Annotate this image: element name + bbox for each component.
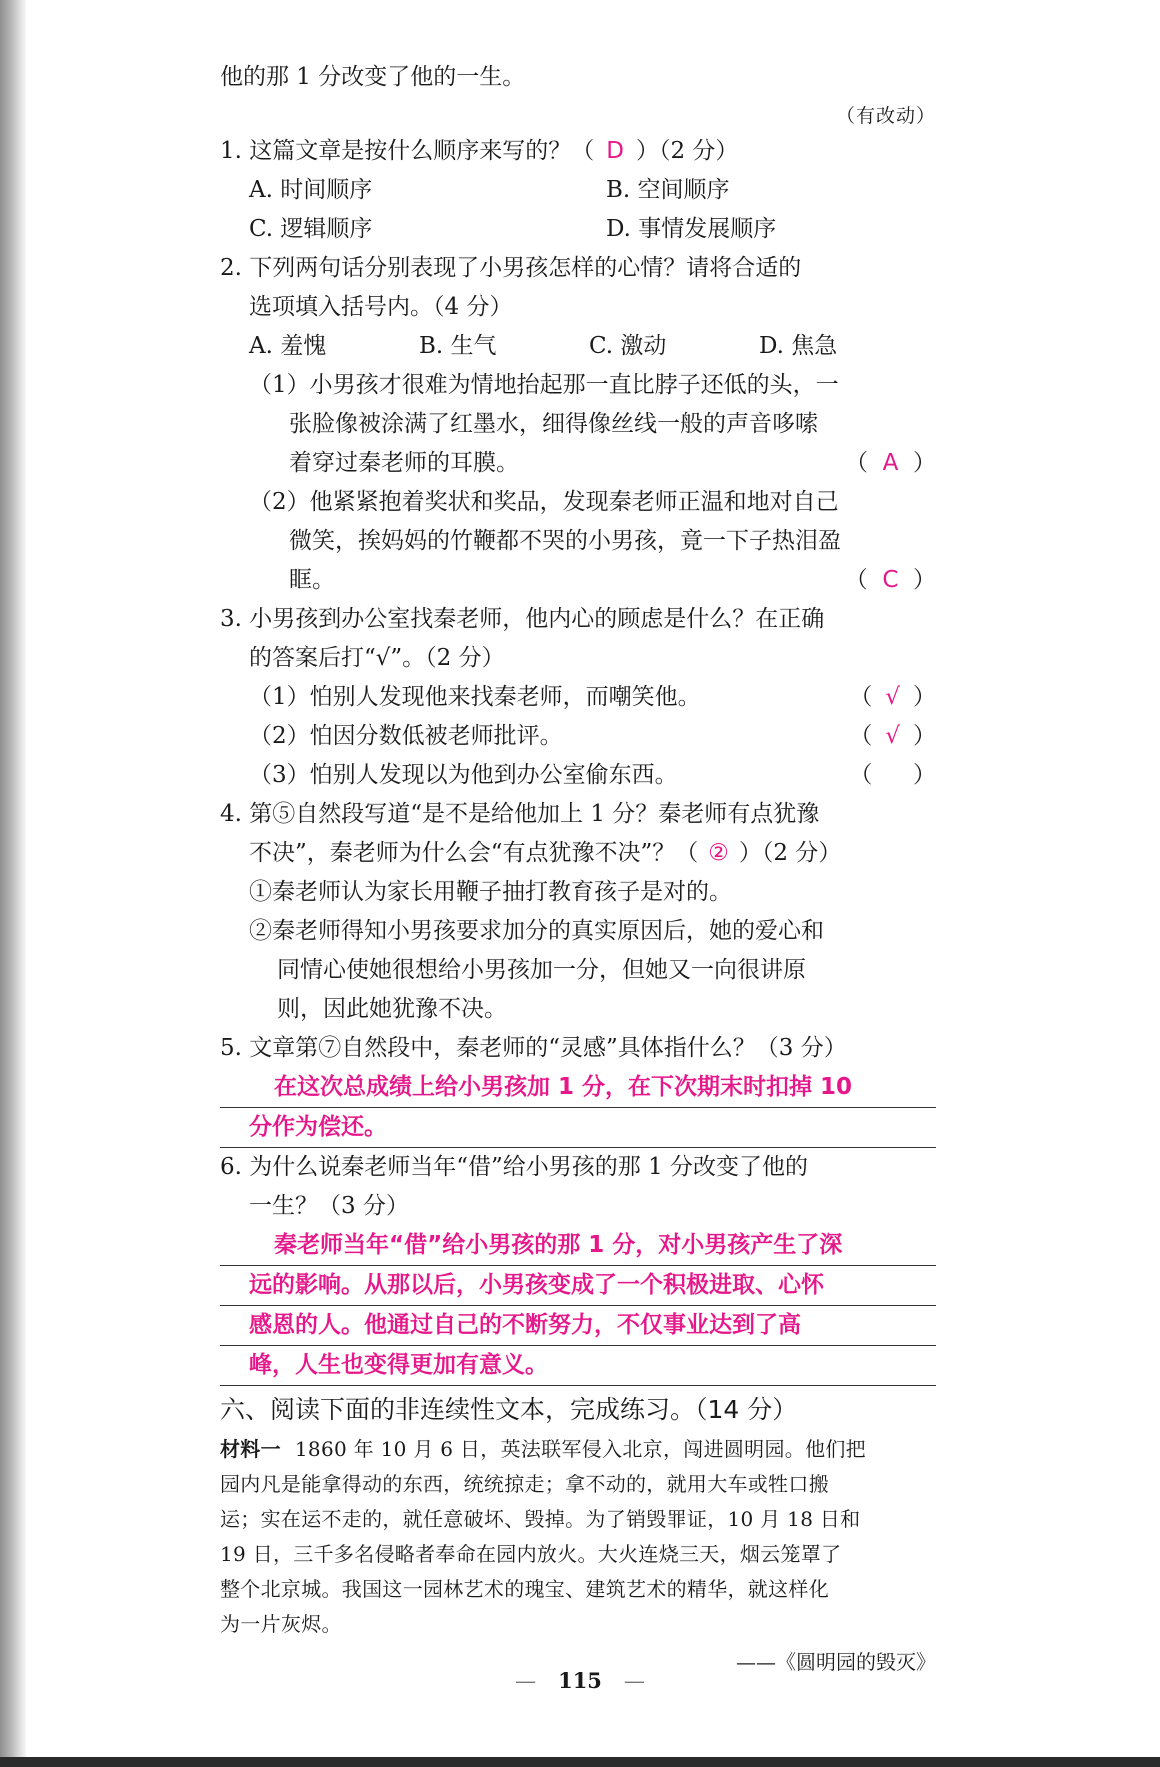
q3-checkbox-3: （ ） xyxy=(849,762,936,788)
q2-option-d: D. 焦急 xyxy=(759,333,838,359)
q4-option-2: ②秦老师得知小男孩要求加分的真实原因后，她的爱心和 xyxy=(249,918,824,944)
q2-answer-1: （ A ） xyxy=(845,450,936,476)
q2-option-c: C. 激动 xyxy=(589,333,667,359)
question-3: 3. 小男孩到办公室找秦老师，他内心的顾虑是什么？在正确 xyxy=(220,606,825,632)
q6-answer-line-4: 峰，人生也变得更加有意义。 xyxy=(220,1346,936,1386)
question-2: 2. 下列两句话分别表现了小男孩怎样的心情？请将合适的 xyxy=(220,255,802,281)
q1-option-a: A. 时间顺序 xyxy=(249,177,373,203)
passage-last-line: 他的那 1 分改变了他的一生。 xyxy=(220,64,526,90)
question-4: 4. 第⑤自然段写道“是不是给他加上 1 分？秦老师有点犹豫 xyxy=(220,801,820,827)
question-5: 5. 文章第⑦自然段中，秦老师的“灵感”具体指什么？（3 分） xyxy=(220,1035,847,1061)
q3-item-3: （3）怕别人发现以为他到办公室偷东西。 （ ） xyxy=(220,756,936,795)
q4-option-1: ①秦老师认为家长用鞭子抽打教育孩子是对的。 xyxy=(249,879,732,905)
q6-answer-line-1: 秦老师当年“借”给小男孩的那 1 分，对小男孩产生了深 xyxy=(220,1226,936,1266)
answer-q1: D xyxy=(606,138,624,164)
worksheet-content: 他的那 1 分改变了他的一生。 （有改动） 1. 这篇文章是按什么顺序来写的？（ D ）（2 分） A. 时间顺序 B. 空间顺序 C. 逻辑顺序 D. 事情发展顺序 2. 下列两句话分别表现了小男孩怎样的心情？请将合适的 选项填入括号内。（4 分） A. 羞愧 B. 生气 C. 激动 D. 焦急 （1）小男孩才很难为情地抬起那一直比脖子还低的头，一 张脸像被涂满了红墨水，细得像丝线一般的声音哆嗦 着穿过秦老师的耳膜。 （ A ） （2）他紧紧抱着奖状和奖品，发现秦老师正温和地对自己 微笑，挨妈妈的竹鞭都不哭的小男孩，竟一下子热泪盈 眶。 （ C ） 3. 小男孩到办公室找秦老师，他内心的顾虑是什么？在正确 的答案后打“√”。（2 分） （1）怕别人发现他来找秦老师，而嘲笑他。 （ √ ） （2）怕因分数低被老师批评。 （ √ ） （3）怕别人发现以为他到办公室偷东西。 （ ） 4. 第⑤自然段写道“是不是给他加上 1 分？秦老师有点犹豫 不决”，秦老师为什么会“有点犹豫不决”？（ ② ）（2 分） ①秦老师认为家长用鞭子抽打教育孩子是对的。 ②秦老师得知小男孩要求加分的真实原因后，她的爱心和 同情心使她很想给小男孩加一分，但她又一向很讲原 则，因此她犹豫不决。 5. 文章第⑦自然段中，秦老师的“灵感”具体指什么？（3 分） 在这次总成绩上给小男孩加 1 分，在下次期末时扣掉 10 分作为偿还。 6. 为什么说秦老师当年“借”给小男孩的那 1 分改变了他的 一生？（3 分） 秦老师当年“借”给小男孩的那 1 分，对小男孩产生了深 远的影响。从那以后，小男孩变成了一个积极进取、心怀 感恩的人。他通过自己的不断努力，不仅事业达到了高 峰，人生也变得更加有意义。 六、阅读下面的非连续性文本，完成练习。（14 分） 材料一 1860 年 10 月 6 日，英法联军侵入北京，闯进圆明园。他们把 园内凡是能拿得动的东西，统统掠走；拿不动的，就用大车或牲口搬 运；实在运不走的，就任意破坏、毁掉。为了销毁罪证，10 月 18 日和 19 日，三千多名侵略者奉命在园内放火。大火连烧三天，烟云笼罩了 整个北京城。我国这一园林艺术的瑰宝、建筑艺术的精华，就这样化 为一片灰烬。 ——《圆明园的毁灭》 xyxy=(220,58,936,1682)
q1-option-b: B. 空间顺序 xyxy=(606,177,730,203)
bottom-edge xyxy=(0,1757,1160,1767)
answer-q4: ② xyxy=(708,840,729,866)
adaptation-note: （有改动） xyxy=(835,105,936,127)
section-6-title: 六、阅读下面的非连续性文本，完成练习。（14 分） xyxy=(220,1395,798,1424)
q3-item-2: （2）怕因分数低被老师批评。 （ √ ） xyxy=(220,717,936,756)
q1-option-d: D. 事情发展顺序 xyxy=(606,216,777,242)
q2-sentence-1: （1）小男孩才很难为情地抬起那一直比脖子还低的头，一 xyxy=(249,372,839,398)
question-1: 1. 这篇文章是按什么顺序来写的？（ D ）（2 分） xyxy=(220,138,739,164)
page-number: — 115 — xyxy=(515,1668,645,1693)
material-label: 材料一 xyxy=(220,1437,281,1461)
q3-checkbox-1: （ √ ） xyxy=(849,684,936,710)
book-spine-shadow xyxy=(0,0,26,1767)
q5-answer-line-2: 分作为偿还。 xyxy=(220,1108,936,1148)
q2-option-a: A. 羞愧 xyxy=(249,333,327,359)
q6-answer-line-2: 远的影响。从那以后，小男孩变成了一个积极进取、心怀 xyxy=(220,1266,936,1306)
q1-options-row2 xyxy=(220,210,936,249)
q2-option-b: B. 生气 xyxy=(419,333,497,359)
material-1: 材料一 1860 年 10 月 6 日，英法联军侵入北京，闯进圆明园。他们把 xyxy=(220,1437,866,1461)
q2-options xyxy=(220,327,936,366)
q3-checkbox-2: （ √ ） xyxy=(849,723,936,749)
q5-answer-line-1: 在这次总成绩上给小男孩加 1 分，在下次期末时扣掉 10 xyxy=(220,1068,936,1108)
question-6: 6. 为什么说秦老师当年“借”给小男孩的那 1 分改变了他的 xyxy=(220,1154,809,1180)
q2-answer-2: （ C ） xyxy=(844,567,936,593)
q2-sentence-2: （2）他紧紧抱着奖状和奖品，发现秦老师正温和地对自己 xyxy=(249,489,839,515)
q1-option-c: C. 逻辑顺序 xyxy=(249,216,373,242)
q1-options-row1 xyxy=(220,171,936,210)
q6-answer-line-3: 感恩的人。他通过自己的不断努力，不仅事业达到了高 xyxy=(220,1306,936,1346)
material-source: ——《圆明园的毁灭》 xyxy=(736,1650,936,1674)
q3-item-1: （1）怕别人发现他来找秦老师，而嘲笑他。 （ √ ） xyxy=(220,678,936,717)
